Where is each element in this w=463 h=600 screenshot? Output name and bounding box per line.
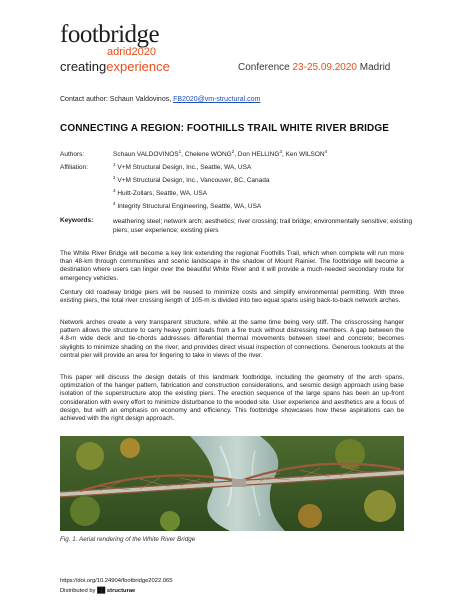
contact-line [60,96,260,103]
conference-dates: 23-25.09.2020 [292,62,357,73]
affiliation-label: Affiliation: [60,164,89,171]
conference-label: Conference [238,62,290,73]
affiliation-text: Huitt-Zollars, Seattle, WA, USA [117,190,208,198]
author-name: Don HELLING [237,151,280,159]
affiliation-sup: 1 [113,162,116,167]
author-name: Schaun VALDOVINOS [113,151,179,159]
author-sup: 4 [324,149,328,154]
distributed-by [60,588,135,594]
affiliation-item [113,175,270,185]
doi-link[interactable]: https://doi.org/10.24904/footbridge2022.065 [60,578,173,584]
affiliation-sup: 4 [113,201,116,206]
bridge-rendering-svg [60,436,404,531]
affiliation-sup: 2 [113,175,116,180]
affiliation-text: V+M Structural Design, Inc., Seattle, WA, USA [117,164,252,172]
aerial-rendering-image [60,436,404,531]
contact-label: Contact author: Schaun Valdovinos, [60,96,172,103]
contact-email-link[interactable]: FB2020@vm-structural.com [173,96,261,103]
affiliation-item [113,162,252,172]
author-name: Ken WILSON [285,151,325,159]
affiliation-item [113,201,262,211]
author-name: Chelene WONG [184,151,232,159]
logo-experience: experience [106,59,170,74]
affiliation-text: Integrity Structural Engineering, Seattle, WA, USA [117,203,262,211]
affiliation-item [113,188,208,198]
logo-word-foot: foot [60,21,99,48]
authors-list: Schaun VALDOVINOS$^1$, Chelene WONG$^2$, Don HELLING$^3$, Ken WILSON$^4$ [113,149,328,159]
affiliation-text: V+M Structural Design, Inc., Vancouver, BC, Canada [117,177,270,185]
authors-label: Authors: [60,151,85,158]
author-sup: 3 [279,149,282,154]
author-sup: 1 [178,149,182,154]
keywords-text: weathering steel; network arch; aesthetics; river crossing; trail bridge; environmentally sensitive; existing piers; user experience; existing piers [113,218,413,234]
paper-title: CONNECTING A REGION: FOOTHILLS TRAIL WHITE RIVER BRIDGE [60,123,390,134]
paragraph: Century old roadway bridge piers will be reused to minimize costs and simplify environmental permitting. With three existing piers, the total river crossing length of 105-m is divided into two equal spans using back-to-back network arches. [60,289,404,305]
paragraph: Network arches create a very transparent structure, while at the same time being very stiff. The crisscrossing hanger pattern allows the structure to carry heavy point loads from a fire truck without distressing members. A gap between the 4.8-m wide deck and tie-chords addresses differential thermal movements between steel and concrete; becomes skylights to minimize shading on the river; and provides direct visual inspection of connections. Generous lookouts at the central pier will provide an area for lingering to take in views of the river. [60,319,404,359]
author-sup: 2 [231,149,235,154]
logo-creating: creating [60,59,107,74]
figure-caption: Fig. 1. Aerial rendering of the White River Bridge [60,536,196,543]
structurae-name: structurae [106,588,136,594]
conference-city: Madrid [359,62,391,73]
logo-madrid [107,47,156,58]
affiliation-sup: 3 [113,188,116,193]
keywords-label: Keywords: [60,217,94,224]
footbridge-logo [60,22,159,47]
conference-info [238,63,390,73]
distributed-label: Distributed by [60,588,96,594]
paragraph: The White River Bridge will become a key link extending the regional Foothills Trail, which when complete will run more than 48-km through communities and scenic landscape in the shadow of Mount Rainier. The footbridge will become a destination where users can linger over the beautiful White River and it will provide a much-needed secondary route for emergency vehicles. [60,250,404,282]
logo-word-bridge: bridge [98,21,160,48]
paragraph: This paper will discuss the design details of this landmark footbridge, including the geometry of the arch spans, optimization of the hanger pattern, fabrication and construction considerations, and seismic design approach using base isolation of the superstructure atop the existing piers. The erection sequence of the large spans has been an up-front consideration with every effort to minimize disturbance to the wooded site. User experience and aesthetics are a focus of design, but with an emphasis on economy and efficiency. This footbridge showcases how these aspirations can be achieved with the right design approach. [60,374,404,423]
structurae-logo-icon: ██ [97,588,106,594]
logo-madrid-text: adrid2020 [107,46,156,58]
logo-tagline [60,60,170,73]
